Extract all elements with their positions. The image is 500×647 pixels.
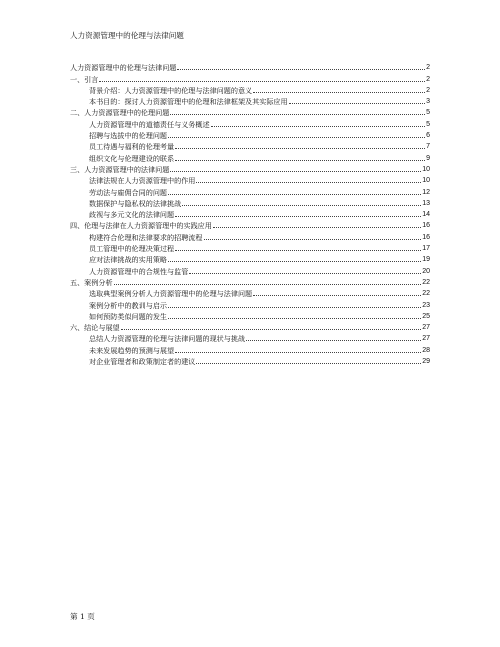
toc-entry[interactable] — [70, 332, 430, 343]
toc-entry[interactable] — [70, 298, 430, 309]
toc-entry[interactable] — [70, 287, 430, 298]
toc-entry-title: 三、人力资源管理中的法律问题 — [70, 164, 170, 174]
toc-entry-page-number: 17 — [422, 245, 430, 253]
toc-dot-leader — [175, 352, 421, 353]
toc-dot-leader — [168, 194, 421, 195]
toc-entry-title: 六、结论与展望 — [70, 323, 120, 333]
toc-entry[interactable] — [70, 264, 430, 275]
toc-entry-title: 劳动法与雇佣合同的问题 — [89, 187, 168, 197]
toc-entry[interactable] — [70, 321, 430, 332]
toc-entry[interactable] — [70, 230, 430, 241]
toc-entry-title: 应对法律挑战的实用策略 — [89, 255, 168, 265]
page-number-footer: 第 1 页 — [70, 612, 95, 621]
toc-dot-leader — [114, 284, 422, 285]
toc-entry-page-number: 28 — [422, 346, 430, 354]
toc-entry-title: 五、案例分析 — [70, 277, 113, 287]
toc-entry-page-number: 2 — [426, 86, 430, 94]
toc-entry[interactable] — [70, 355, 430, 366]
toc-dot-leader — [204, 239, 422, 240]
toc-entry[interactable] — [70, 174, 430, 185]
toc-dot-leader — [175, 160, 425, 161]
toc-entry-page-number: 5 — [426, 120, 430, 128]
toc-dot-leader — [168, 261, 421, 262]
toc-entry-title: 四、伦理与法律在人力资源管理中的实践应用 — [70, 221, 212, 231]
toc-entry-page-number: 3 — [426, 98, 430, 106]
toc-dot-leader — [182, 205, 421, 206]
toc-entry-title: 人力资源管理中的合规性与监管 — [89, 266, 189, 276]
toc-entry-title: 对企业管理者和政策制定者的建议 — [89, 357, 196, 367]
toc-entry-title: 数据保护与隐私权的法律挑战 — [89, 198, 182, 208]
toc-entry[interactable] — [70, 117, 430, 128]
toc-entry-title: 法律法规在人力资源管理中的作用 — [89, 176, 196, 186]
toc-entry[interactable] — [70, 343, 430, 354]
toc-dot-leader — [196, 182, 421, 183]
toc-entry[interactable] — [70, 219, 430, 230]
toc-entry-title: 背景介绍：人力资源管理中的伦理与法律问题的意义 — [89, 85, 253, 95]
toc-entry-page-number: 12 — [422, 188, 430, 196]
toc-entry-title: 歧视与多元文化的法律问题 — [89, 210, 175, 220]
toc-entry-page-number: 23 — [422, 301, 430, 309]
toc-entry-page-number: 9 — [426, 154, 430, 162]
toc-entry-page-number: 7 — [426, 143, 430, 151]
toc-entry-title: 人力资源管理中的道德责任与义务概述 — [89, 119, 210, 129]
toc-entry-page-number: 27 — [422, 335, 430, 343]
page-header-title: 人力资源管理中的伦理与法律问题 — [70, 31, 184, 40]
toc-dot-leader — [253, 92, 425, 93]
toc-entry-page-number: 19 — [422, 256, 430, 264]
toc-entry-page-number: 22 — [422, 290, 430, 298]
toc-entry-page-number: 10 — [422, 177, 430, 185]
toc-entry-page-number: 16 — [422, 222, 430, 230]
toc-entry[interactable] — [70, 129, 430, 140]
toc-entry-title: 选取典型案例分析人力资源管理中的伦理与法律问题 — [89, 289, 253, 299]
toc-entry[interactable] — [70, 151, 430, 162]
toc-entry-title: 总结人力资源管理的伦理与法律问题的现状与挑战 — [89, 334, 246, 344]
toc-entry-title: 二、人力资源管理中的伦理问题 — [70, 108, 170, 118]
toc-entry-title: 如何预防类似问题的发生 — [89, 311, 168, 321]
toc-dot-leader — [213, 227, 421, 228]
toc-entry[interactable] — [70, 185, 430, 196]
toc-entry[interactable] — [70, 106, 430, 117]
toc-dot-leader — [168, 307, 421, 308]
toc-entry-title: 员工管理中的伦理决策过程 — [89, 244, 175, 254]
toc-entry-page-number: 25 — [422, 312, 430, 320]
toc-entry[interactable] — [70, 310, 430, 321]
toc-dot-leader — [99, 81, 425, 82]
toc-dot-leader — [177, 69, 425, 70]
toc-dot-leader — [170, 171, 421, 172]
toc-entry[interactable] — [70, 208, 430, 219]
toc-entry-page-number: 2 — [426, 75, 430, 83]
toc-dot-leader — [175, 250, 421, 251]
toc-entry[interactable] — [70, 242, 430, 253]
toc-entry-page-number: 6 — [426, 132, 430, 140]
toc-entry-page-number: 27 — [422, 324, 430, 332]
toc-dot-leader — [196, 363, 421, 364]
toc-entry[interactable] — [70, 276, 430, 287]
toc-entry[interactable] — [70, 253, 430, 264]
toc-entry[interactable] — [70, 84, 430, 95]
toc-entry[interactable] — [70, 95, 430, 106]
toc-entry-page-number: 5 — [426, 109, 430, 117]
toc-entry-page-number: 20 — [422, 267, 430, 275]
toc-entry-page-number: 22 — [422, 278, 430, 286]
toc-dot-leader — [189, 273, 421, 274]
toc-entry-title: 构建符合伦理和法律要求的招聘流程 — [89, 232, 203, 242]
toc-entry-page-number: 29 — [422, 358, 430, 366]
toc-entry[interactable] — [70, 197, 430, 208]
toc-entry-page-number: 16 — [422, 233, 430, 241]
toc-dot-leader — [246, 340, 421, 341]
toc-dot-leader — [121, 329, 422, 330]
toc-dot-leader — [170, 114, 425, 115]
toc-entry-title: 组织文化与伦理建设的联系 — [89, 153, 175, 163]
toc-entry-page-number: 2 — [426, 64, 430, 72]
toc-dot-leader — [211, 126, 426, 127]
toc-dot-leader — [175, 148, 425, 149]
toc-entry-title: 案例分析中的教训与启示 — [89, 300, 168, 310]
toc-dot-leader — [175, 216, 421, 217]
toc-entry[interactable] — [70, 72, 430, 83]
toc-entry-title: 员工待遇与福利的伦理考量 — [89, 142, 175, 152]
toc-entry-title: 人力资源管理中的伦理与法律问题 — [70, 63, 177, 73]
toc-entry-title: 招聘与选拔中的伦理问题 — [89, 131, 168, 141]
toc-entry-page-number: 10 — [422, 165, 430, 173]
toc-dot-leader — [168, 318, 421, 319]
toc-entry[interactable] — [70, 61, 430, 72]
toc-entry[interactable] — [70, 140, 430, 151]
table-of-contents — [70, 61, 430, 366]
toc-dot-leader — [253, 295, 421, 296]
toc-entry-title: 一、引言 — [70, 74, 99, 84]
toc-dot-leader — [168, 137, 425, 138]
toc-dot-leader — [289, 103, 425, 104]
toc-entry-title: 未来发展趋势的预测与展望 — [89, 345, 175, 355]
toc-entry-page-number: 14 — [422, 211, 430, 219]
toc-entry-title: 本书目的：探讨人力资源管理中的伦理和法律框架及其实际应用 — [89, 97, 288, 107]
toc-entry[interactable] — [70, 163, 430, 174]
toc-entry-page-number: 13 — [422, 199, 430, 207]
